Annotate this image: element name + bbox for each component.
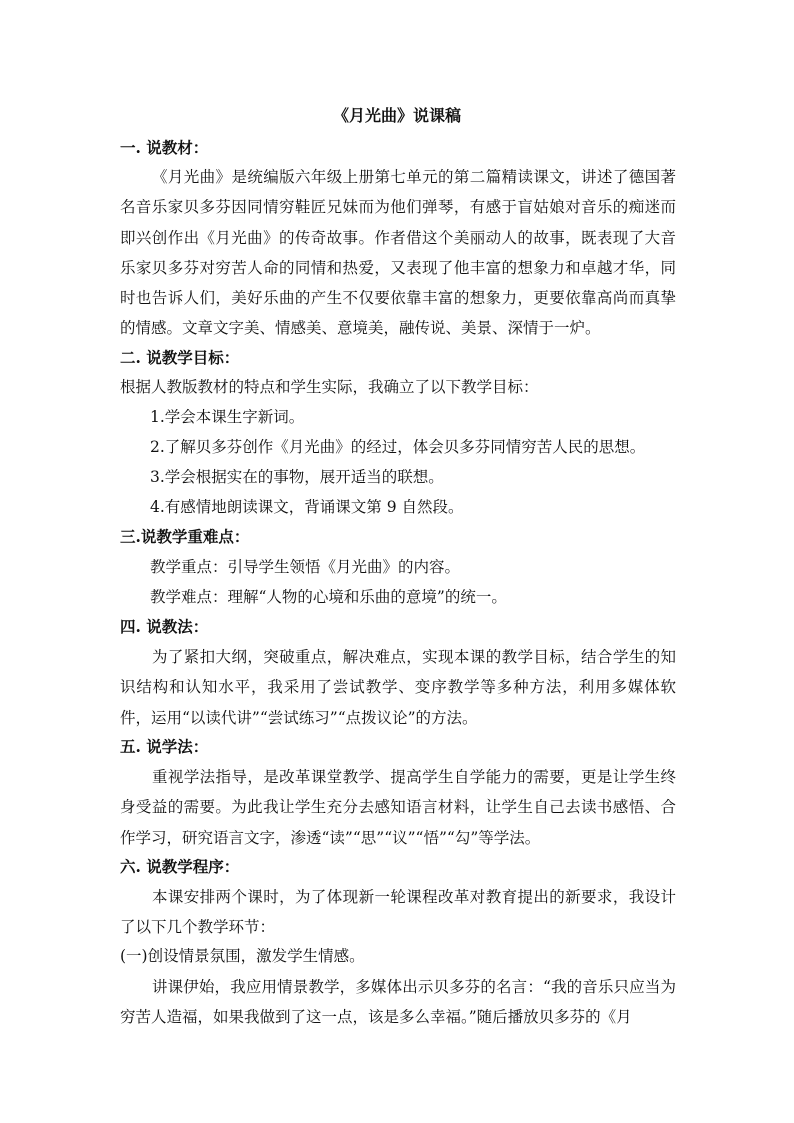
section-heading-procedure: 六. 说教学程序：	[120, 857, 240, 876]
procedure-paragraph-1: 讲课伊始，我应用情景教学，多媒体出示贝多芬的名言：“我的音乐只应当为穷苦人造福，如果我做到了这一点，该是多么幸福。”随后播放贝多芬的《月	[120, 978, 676, 1027]
section-heading-objectives: 二. 说教学目标：	[120, 348, 240, 367]
section-paragraph-textbook: 《月光曲》是统编版六年级上册第七单元的第二篇精读课文，讲述了德国著名音乐家贝多芬因同情穷鞋匠兄妹而为他们弹琴，有感于盲姑娘对音乐的痴迷而即兴创作出《月光曲》的传奇故事。作者借这个美丽动人的故事，既表现了大音乐家贝多芬对穷苦人命的同情和热爱，又表现了他丰富的想象力和卓越才华，同时也告诉人们，美好乐曲的产生不仅要依靠丰富的想象力，更要依靠高尚而真挚的情感。文章文字美、情感美、意境美，融传说、美景、深情于一炉。	[120, 168, 676, 338]
objective-item-2: 2.了解贝多芬创作《月光曲》的经过，体会贝多芬同情穷苦人民的思想。	[150, 438, 646, 456]
key-point-difficulty: 教学难点：理解“人物的心境和乐曲的意境”的统一。	[150, 588, 507, 606]
objective-item-4: 4.有感情地朗读课文，背诵课文第 9 自然段。	[150, 498, 464, 516]
objective-item-1: 1.学会本课生字新词。	[150, 408, 305, 426]
objectives-intro: 根据人教版教材的特点和学生实际，我确立了以下教学目标：	[120, 378, 539, 396]
section-paragraph-teaching-methods: 为了紧扣大纲，突破重点，解决难点，实现本课的教学目标，结合学生的知识结构和认知水平，我采用了尝试教学、变序教学等多种方法，利用多媒体软件，运用“以读代讲”“尝试练习”“点拨议论”的方法。	[120, 648, 676, 727]
procedure-subheading-1: (一)创设情景氛围，激发学生情感。	[120, 947, 365, 965]
section-heading-teaching-methods: 四. 说教法：	[120, 617, 209, 636]
section-heading-textbook: 一. 说教材：	[120, 138, 209, 157]
section-heading-learning-methods: 五. 说学法：	[120, 737, 209, 756]
section-heading-key-points: 三.说教学重难点：	[120, 527, 250, 546]
document-title: 《月光曲》说课稿	[332, 106, 461, 125]
section-paragraph-learning-methods: 重视学法指导，是改革课堂教学、提高学生自学能力的需要，更是让学生终身受益的需要。为此我让学生充分去感知语言材料，让学生自己去读书感悟、合作学习，研究语言文字，渗透“读”“思”“议”“悟”“勾”等学法。	[120, 768, 676, 847]
section-paragraph-procedure: 本课安排两个课时，为了体现新一轮课程改革对教育提出的新要求，我设计了以下几个教学环节：	[120, 888, 676, 937]
objective-item-3: 3.学会根据实在的事物，展开适当的联想。	[150, 468, 444, 486]
key-point-focus: 教学重点：引导学生领悟《月光曲》的内容。	[150, 558, 461, 576]
